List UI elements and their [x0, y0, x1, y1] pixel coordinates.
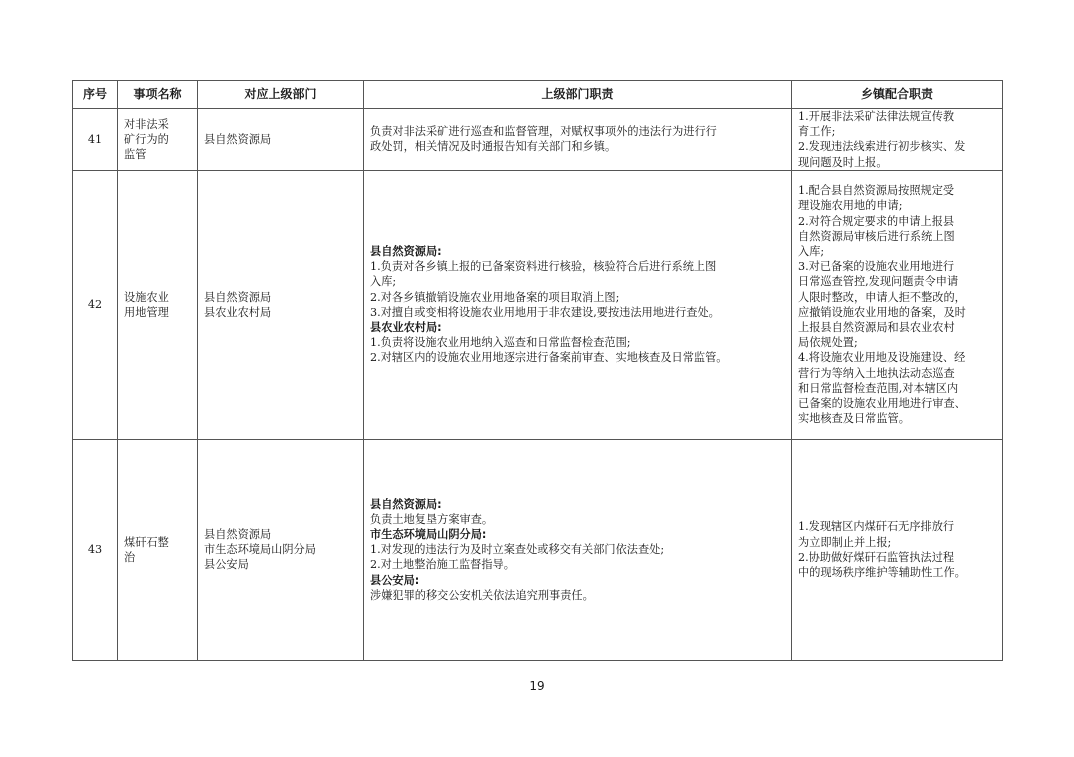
- town-line: 1.发现辖区内煤矸石无序排放行: [798, 520, 955, 534]
- duty-line: 3.对擅自或变相将设施农业用地用于非农建设,要按违法用地进行查处。: [370, 305, 720, 319]
- duty-line: 1.对发现的违法行为及时立案查处或移交有关部门依法查处;: [370, 543, 665, 557]
- duty-line: 2.对辖区内的设施农业用地逐宗进行备案前审查、实地核查及日常监管。: [370, 351, 728, 365]
- header-superior-department: 对应上级部门: [198, 81, 364, 109]
- duty-line: 2.对土地整治施工监督指导。: [370, 558, 515, 572]
- row-department: [198, 109, 364, 171]
- dept-line: 县农业农村局: [204, 305, 272, 319]
- town-line: 和日常监督检查范围,对本辖区内: [798, 381, 959, 395]
- town-line: 2.对符合规定要求的申请上报县: [798, 214, 955, 228]
- department-heading: 县农业农村局:: [370, 321, 442, 335]
- row-item-name: [118, 109, 198, 171]
- name-line: 设施农业: [124, 290, 169, 304]
- town-line: 局依规处置;: [798, 336, 858, 350]
- town-line: 4.将设施农业用地及设施建设、经: [798, 351, 966, 365]
- duty-line: 1.负责对各乡镇上报的已备案资料进行核验，核验符合后进行系统上图: [370, 260, 717, 274]
- town-line: 自然资源局审核后进行系统上图: [798, 229, 955, 243]
- town-line: 3.对已备案的设施农业用地进行: [798, 260, 955, 274]
- town-line: 实地核查及日常监管。: [798, 412, 910, 426]
- row-department: [198, 439, 364, 660]
- row-item-name: [118, 439, 198, 660]
- town-line: 现问题及时上报。: [798, 155, 888, 169]
- row-township-duties: [792, 109, 1003, 171]
- header-item-name: 事项名称: [118, 81, 198, 109]
- name-line: 矿行为的: [124, 132, 169, 146]
- dept-line: 县自然资源局: [204, 528, 272, 541]
- table-header-row: [73, 81, 1003, 109]
- duty-line: 政处罚，相关情况及时通报告知有关部门和乡镇。: [370, 140, 617, 154]
- town-line: 日常巡查管控,发现问题责令申请: [798, 275, 959, 289]
- town-line: 2.发现违法线索进行初步核实、发: [798, 140, 966, 154]
- duty-line: 负责对非法采矿进行巡查和监督管理，对赋权事项外的违法行为进行行: [370, 125, 717, 139]
- dept-line: 县自然资源局: [204, 132, 272, 146]
- row-superior-duties: [364, 109, 792, 171]
- row-serial-number: 42: [73, 170, 118, 439]
- name-line: 用地管理: [124, 305, 169, 319]
- row-serial-number: 41: [73, 109, 118, 171]
- header-superior-duties: 上级部门职责: [364, 81, 792, 109]
- town-line: 理设施农用地的申请;: [798, 199, 903, 213]
- name-line: 对非法采: [124, 117, 169, 131]
- town-line: 2.协助做好煤矸石监管执法过程: [798, 550, 955, 564]
- town-line: 1.配合县自然资源局按照规定受: [798, 184, 955, 198]
- duty-line: 2.对各乡镇撤销设施农业用地备案的项目取消上图;: [370, 290, 620, 304]
- town-line: 应撤销设施农业用地的备案，及时: [798, 305, 966, 319]
- town-line: 1.开展非法采矿法律法规宣传教: [798, 110, 955, 123]
- row-superior-duties: [364, 439, 792, 660]
- department-heading: 县自然资源局:: [370, 497, 442, 511]
- page-number: 19: [529, 679, 545, 693]
- duty-line: 1.负责将设施农业用地纳入巡查和日常监督检查范围;: [370, 336, 631, 350]
- row-township-duties: [792, 170, 1003, 439]
- row-superior-duties: [364, 170, 792, 439]
- table-row: [73, 109, 1003, 171]
- duty-table: [72, 80, 1003, 661]
- table-row: [73, 439, 1003, 660]
- duty-line: 入库;: [370, 275, 397, 289]
- row-item-name: [118, 170, 198, 439]
- town-line: 人限时整改，申请人拒不整改的，: [798, 290, 966, 304]
- row-department: [198, 170, 364, 439]
- department-heading: 县公安局:: [370, 573, 420, 587]
- row-township-duties: [792, 439, 1003, 660]
- town-line: 营行为等纳入土地执法动态巡查: [798, 366, 955, 380]
- name-line: 治: [124, 550, 136, 564]
- header-township-duties: 乡镇配合职责: [792, 81, 1003, 109]
- dept-line: 县公安局: [204, 558, 249, 572]
- town-line: 为立即制止并上报;: [798, 535, 892, 549]
- town-line: 育工作;: [798, 125, 836, 139]
- dept-line: 县自然资源局: [204, 290, 272, 304]
- duty-line: 负责土地复垦方案审查。: [370, 512, 494, 526]
- town-line: 上报县自然资源局和县农业农村: [798, 321, 955, 335]
- name-line: 监管: [124, 148, 147, 161]
- row-serial-number: 43: [73, 439, 118, 660]
- table-row: [73, 170, 1003, 439]
- department-heading: 县自然资源局:: [370, 245, 442, 258]
- town-line: 中的现场秩序维护等辅助性工作。: [798, 566, 966, 580]
- dept-line: 市生态环境局山阴分局: [204, 543, 316, 557]
- duty-line: 涉嫌犯罪的移交公安机关依法追究刑事责任。: [370, 588, 594, 602]
- header-serial-number: 序号: [73, 81, 118, 109]
- town-line: 入库;: [798, 245, 825, 258]
- name-line: 煤矸石整: [124, 535, 169, 549]
- town-line: 已备案的设施农业用地进行审查、: [798, 397, 966, 411]
- department-heading: 市生态环境局山阴分局:: [370, 528, 487, 541]
